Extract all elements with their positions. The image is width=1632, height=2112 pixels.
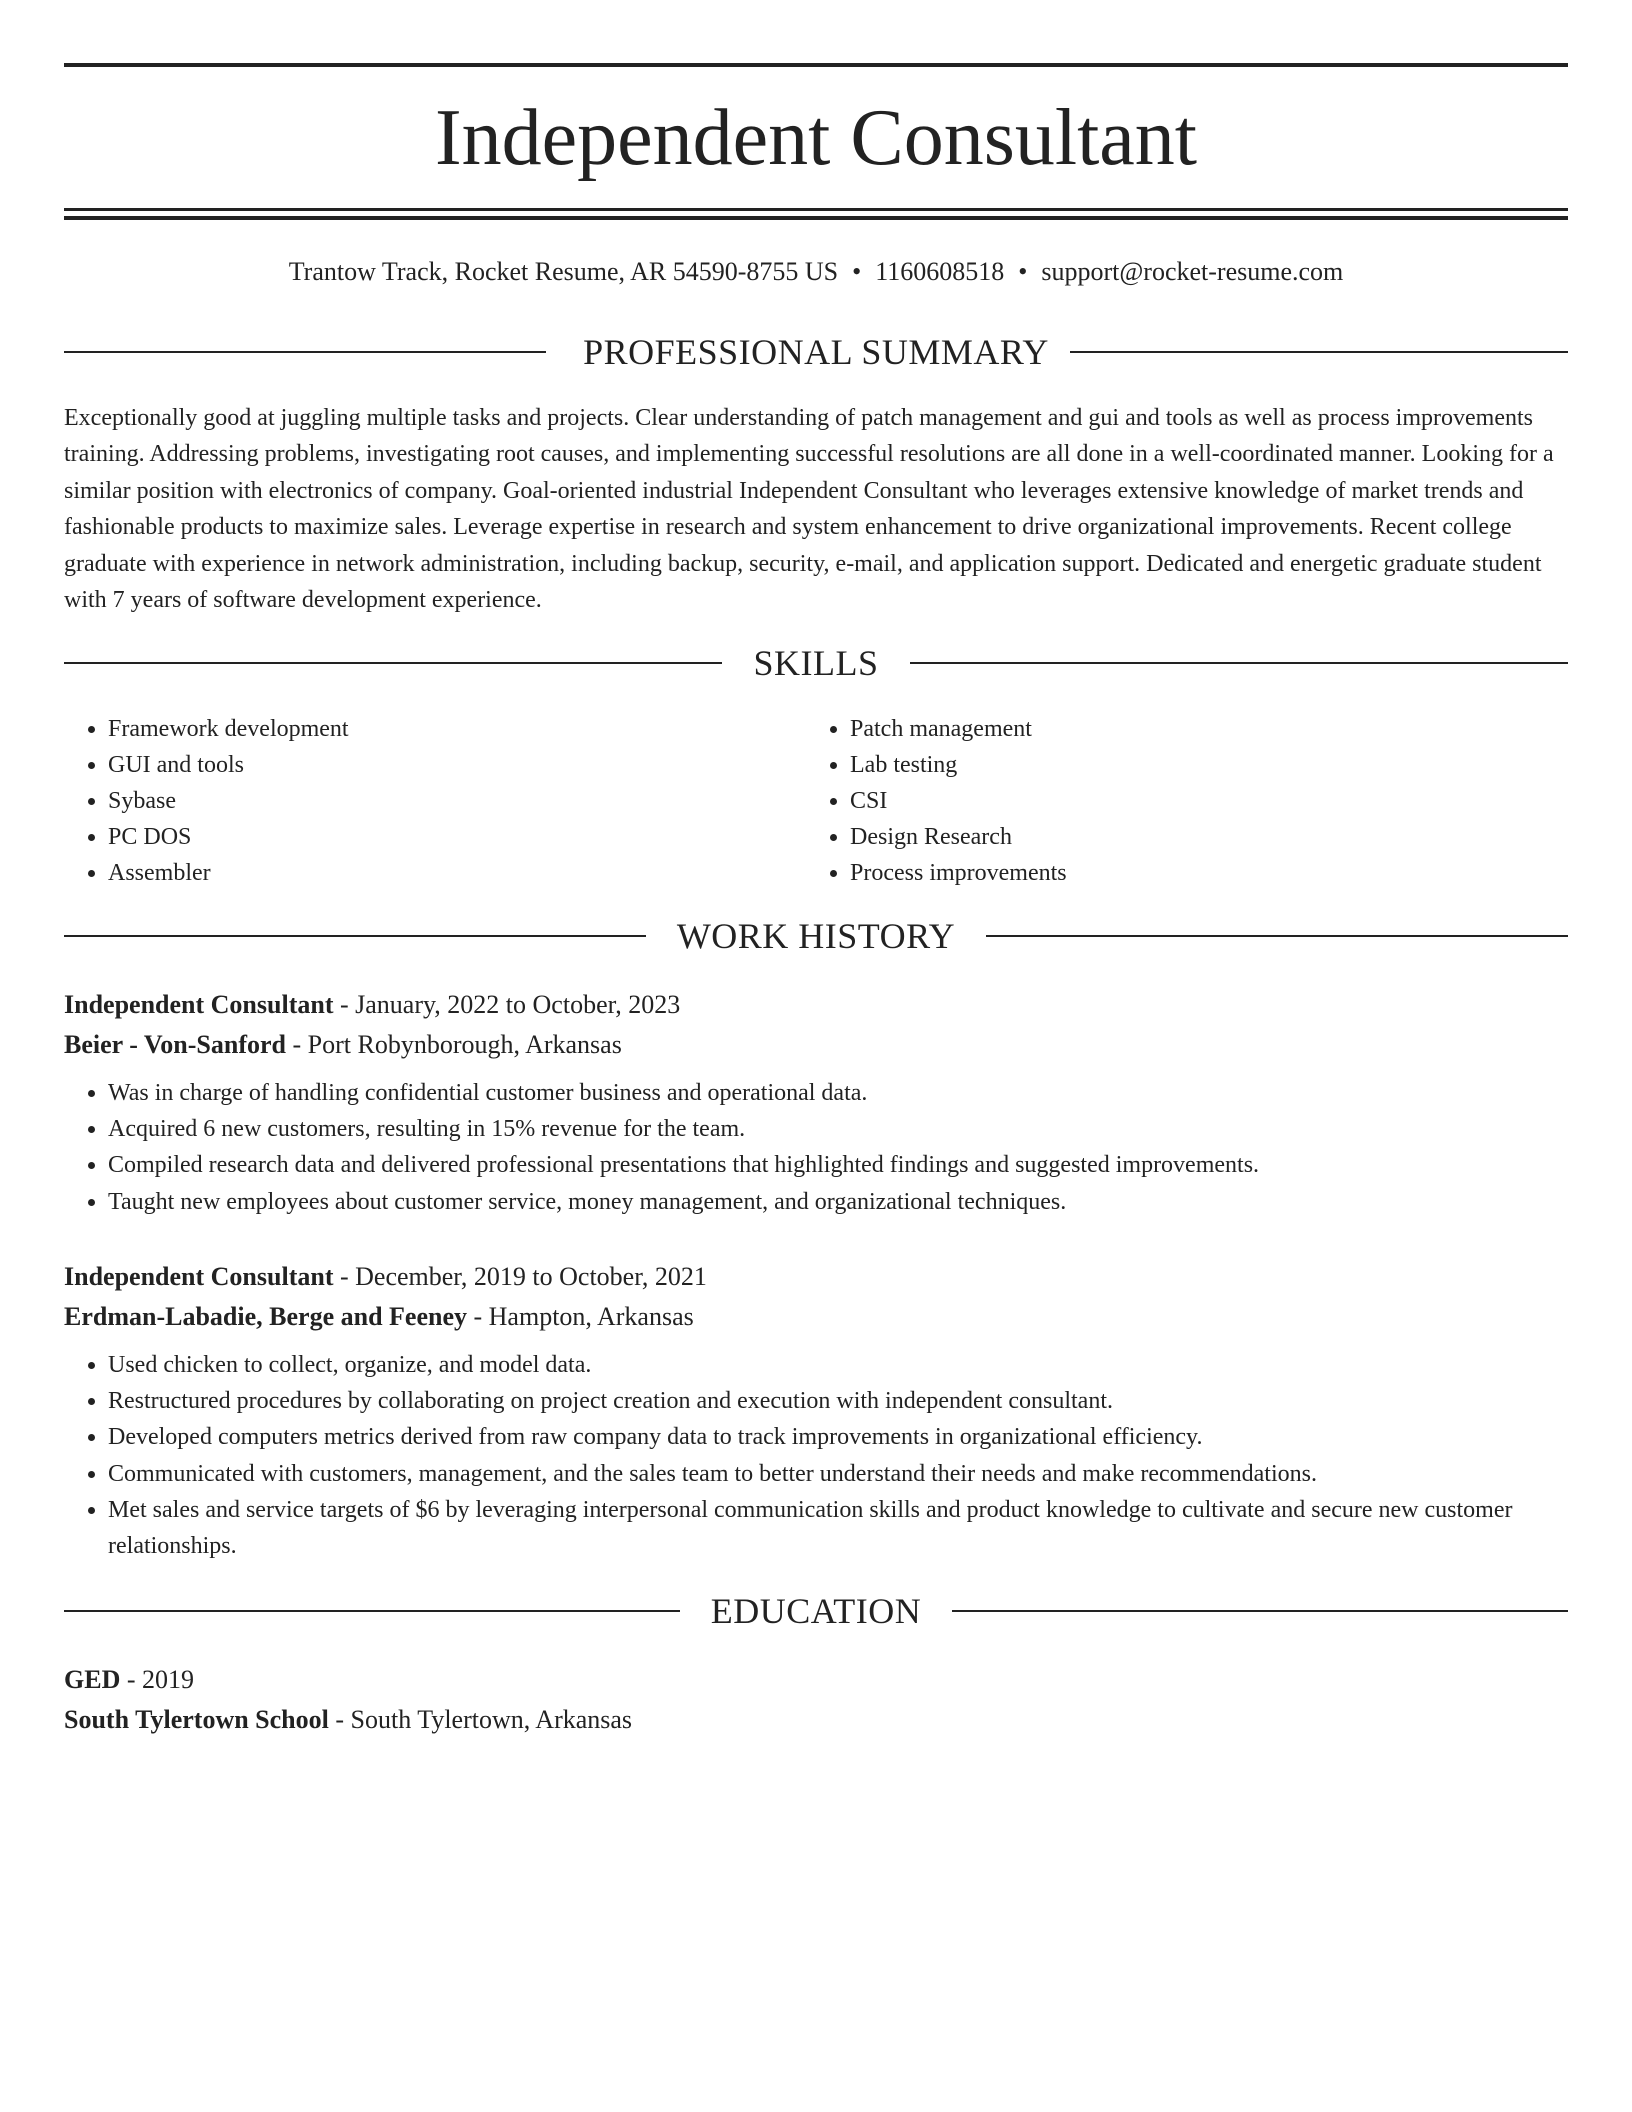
skill-item: • CSI xyxy=(850,783,1067,819)
job-title-line xyxy=(64,985,1568,1025)
job-duty-item: • Met sales and service targets of $6 by leveraging interpersonal communication skills and product knowledge to cultivate and secure new customer relationships. xyxy=(108,1492,1568,1564)
job-duty-item: • Communicated with customers, management, and the sales team to better understand their needs and make recommendations. xyxy=(108,1456,1568,1492)
education-school-line xyxy=(64,1700,1568,1740)
job-duty-item: • Taught new employees about customer service, money management, and organizational techniques. xyxy=(108,1184,1568,1220)
contact-email: support@rocket-resume.com xyxy=(1041,257,1344,286)
skill-item: • Process improvements xyxy=(850,855,1067,891)
section-title: EDUCATION xyxy=(710,1591,922,1631)
job-location: - Port Robynborough, Arkansas xyxy=(286,1030,622,1059)
contact-address: Trantow Track, Rocket Resume, AR 54590-8755 US xyxy=(288,257,839,286)
job-dates: - January, 2022 to October, 2023 xyxy=(333,990,681,1019)
skill-item: • PC DOS xyxy=(108,819,349,855)
section-heading-summary xyxy=(64,330,1568,374)
job-entry xyxy=(64,1257,1568,1564)
summary-text: Exceptionally good at juggling multiple tasks and projects. Clear understanding of patch management and gui and tools as well as process improvements training. Addressing problems, investigating root causes, and implementing successful resolutions are all done in a well-coordinated manner. Looking for a similar position with electronics of company. Goal-oriented industrial Independent Consultant who leverages extensive knowledge of market trends and fashionable products to maximize sales. Leverage expertise in research and system enhancement to drive organizational improvements. Recent college graduate with experience in network administration, including backup, security, e-mail, and application support. Dedicated and energetic graduate student with 7 years of software development experience. xyxy=(64,405,1554,614)
header-rule-upper xyxy=(64,208,1568,211)
job-dates: - December, 2019 to October, 2021 xyxy=(333,1262,707,1291)
job-duty-item: • Compiled research data and delivered professional presentations that highlighted findings and suggested improvements. xyxy=(108,1147,1568,1183)
contact-separator: • xyxy=(1018,257,1028,286)
skill-item: • Design Research xyxy=(850,819,1067,855)
job-title: Independent Consultant xyxy=(64,1262,334,1291)
job-duties xyxy=(64,1075,1568,1220)
job-duty-item: • Used chicken to collect, organize, and model data. xyxy=(108,1347,1568,1383)
education-degree-line xyxy=(64,1660,1568,1700)
job-duty-item: • Was in charge of handling confidential customer business and operational data. xyxy=(108,1075,1568,1111)
job-company-line xyxy=(64,1025,1568,1065)
education-degree: GED xyxy=(64,1665,121,1694)
job-duty-item: • Acquired 6 new customers, resulting in 15% revenue for the team. xyxy=(108,1111,1568,1147)
skill-item: • Framework development xyxy=(108,711,349,747)
contact-phone: 1160608518 xyxy=(875,257,1005,286)
section-title: WORK HISTORY xyxy=(676,916,956,956)
skill-item: • Lab testing xyxy=(850,747,1067,783)
education-entry xyxy=(64,1660,1568,1740)
skill-item: • Patch management xyxy=(850,711,1067,747)
job-duty-item: • Developed computers metrics derived from raw company data to track improvements in organizational efficiency. xyxy=(108,1419,1568,1455)
skills-column-right xyxy=(806,711,1067,891)
contact-line xyxy=(64,254,1568,290)
resume-name: Independent Consultant xyxy=(434,94,1198,182)
section-heading-education xyxy=(64,1589,1568,1633)
header-top-rule xyxy=(64,63,1568,67)
education-year: - 2019 xyxy=(120,1665,195,1694)
skill-item: • Assembler xyxy=(108,855,349,891)
job-duty-item: • Restructured procedures by collaborating on project creation and execution with independent consultant. xyxy=(108,1383,1568,1419)
job-company-line xyxy=(64,1297,1568,1337)
section-title: PROFESSIONAL SUMMARY xyxy=(583,332,1049,372)
contact-separator: • xyxy=(852,257,862,286)
job-title-line xyxy=(64,1257,1568,1297)
education-location: - South Tylertown, Arkansas xyxy=(328,1705,633,1734)
section-heading-work-history xyxy=(64,914,1568,958)
job-duties xyxy=(64,1347,1568,1564)
education-school: South Tylertown School xyxy=(64,1705,329,1734)
skills-column-left xyxy=(64,711,349,891)
header-rule-lower xyxy=(64,216,1568,220)
section-heading-skills xyxy=(64,641,1568,685)
job-entry xyxy=(64,985,1568,1220)
skill-item: • GUI and tools xyxy=(108,747,349,783)
skill-item: • Sybase xyxy=(108,783,349,819)
job-title: Independent Consultant xyxy=(64,990,334,1019)
job-company: Beier - Von-Sanford xyxy=(64,1030,286,1059)
job-location: - Hampton, Arkansas xyxy=(467,1302,694,1331)
job-company: Erdman-Labadie, Berge and Feeney xyxy=(64,1302,467,1331)
section-title: SKILLS xyxy=(753,643,879,683)
